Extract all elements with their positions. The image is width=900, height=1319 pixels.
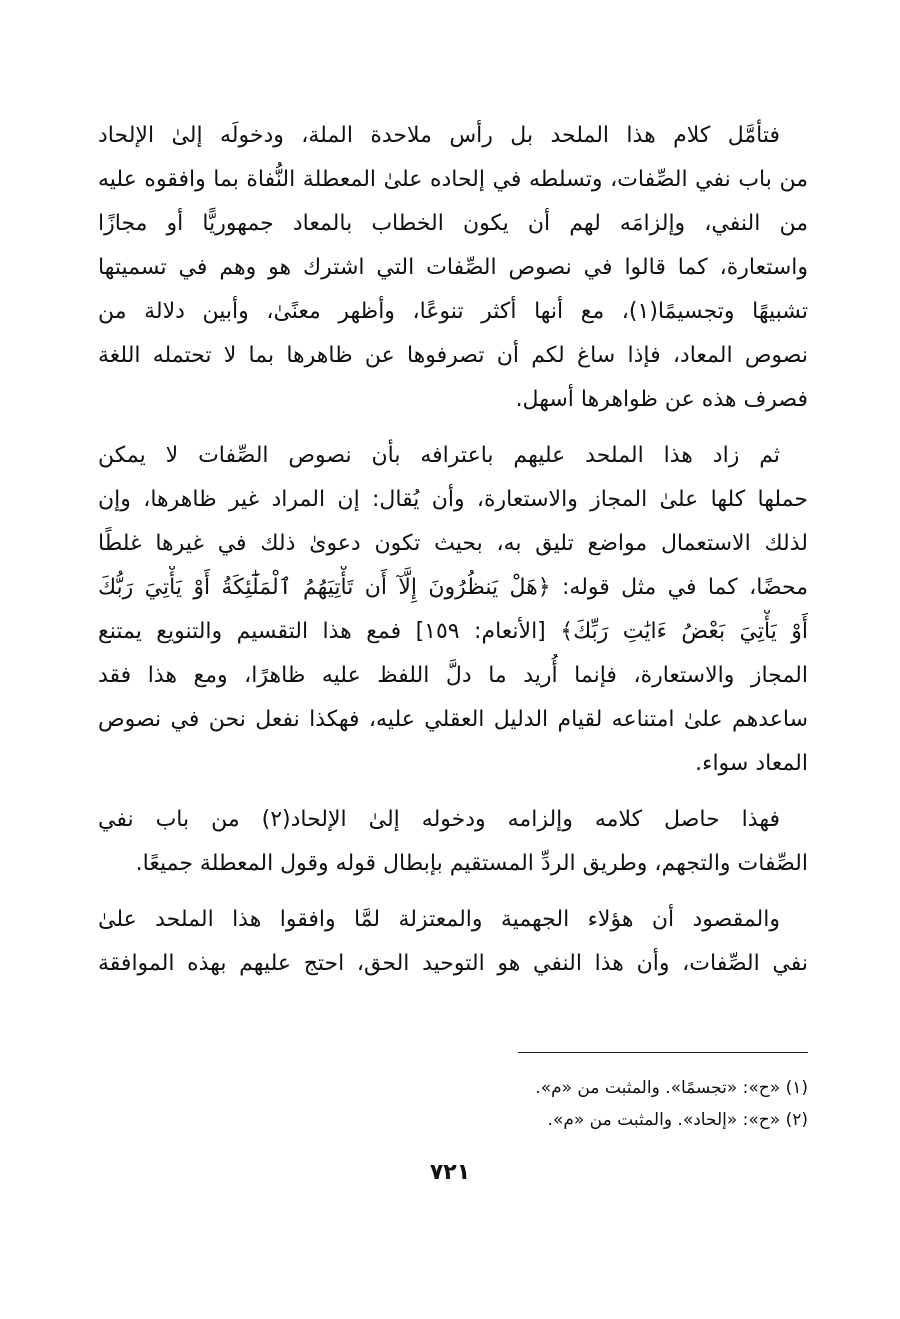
text-line: محضًا، كما في مثل قوله: ﴿هَلْ يَنظُرُونَ إِلَّآ أَن تَأْتِيَهُمُ ٱلْمَلَٰٓئِكَةُ أَوْ يَأْتِيَ رَبُّكَ [98,575,808,600]
text-line: تشبيهًا وتجسيمًا(١)، مع أنها أكثر تنوعًا، وأظهر معنًىٰ، وأبين دلالة من [98,299,808,324]
text-line: أَوْ يَأْتِيَ بَعْضُ ءَايَٰتِ رَبِّكَ﴾ [الأنعام: ١٥٩] فمع هذا التقسيم والتنويع يمتنع [98,619,808,644]
text-line: لذلك الاستعمال مواضع تليق به، بحيث تكون دعوىٰ ذلك في غيرها غلطًا [98,531,808,556]
text-line: ثم زاد هذا الملحد عليهم باعترافه بأن نصوص الصِّفات لا يمكن [98,443,780,468]
main-text [98,114,808,998]
text-line: نفي الصِّفات، وأن هذا النفي هو التوحيد الحق، احتج عليهم بهذه الموافقة [98,951,808,976]
paragraph-2 [98,434,808,786]
footnote-1: (١) «ح»: «تجسمًا». والمثبت من «م». [535,1078,808,1098]
text-line: المجاز والاستعارة، فإنما أُريد ما دلَّ اللفظ عليه ظاهرًا، ومع هذا فقد [98,663,808,688]
text-line: من باب نفي الصِّفات، وتسلطه في إلحاده علىٰ المعطلة النُّفاة بما وافقوه عليه [98,167,808,192]
text-line: المعاد سواء. [695,751,808,776]
text-line: من النفي، وإلزامَه لهم أن يكون الخطاب بالمعاد جمهوريًّا أو مجازًا [98,211,808,236]
footnotes [300,1072,808,1136]
footnote-divider [518,1052,808,1053]
text-line: نصوص المعاد، فإذا ساغ لكم أن تصرفوها عن ظاهرها بما لا تحتمله اللغة [98,343,808,368]
text-line: فهذا حاصل كلامه وإلزامه ودخوله إلىٰ الإلحاد(٢) من باب نفي [98,807,780,832]
paragraph-1 [98,114,808,422]
text-line: واستعارة، كما قالوا في نصوص الصِّفات التي اشترك هو وهم في تسميتها [98,255,808,280]
paragraph-3 [98,798,808,886]
text-line: الصِّفات والتجهم، وطريق الردِّ المستقيم بإبطال قوله وقول المعطلة جميعًا. [135,851,808,876]
footnote-2: (٢) «ح»: «إلحاد». والمثبت من «م». [547,1110,808,1130]
text-line: فصرف هذه عن ظواهرها أسهل. [515,387,808,412]
text-line: ساعدهم علىٰ امتناعه لقيام الدليل العقلي عليه، فهكذا نفعل نحن في نصوص [98,707,808,732]
text-line: حملها كلها علىٰ المجاز والاستعارة، وأن يُقال: إن المراد غير ظاهرها، وإن [98,487,808,512]
text-line: فتأمَّل كلام هذا الملحد بل رأس ملاحدة الملة، ودخولَه إلىٰ الإلحاد [98,123,780,148]
text-line: والمقصود أن هؤلاء الجهمية والمعتزلة لمَّا وافقوا هذا الملحد علىٰ [98,907,780,932]
page-number: ٧٢١ [429,1160,471,1185]
paragraph-4 [98,898,808,986]
